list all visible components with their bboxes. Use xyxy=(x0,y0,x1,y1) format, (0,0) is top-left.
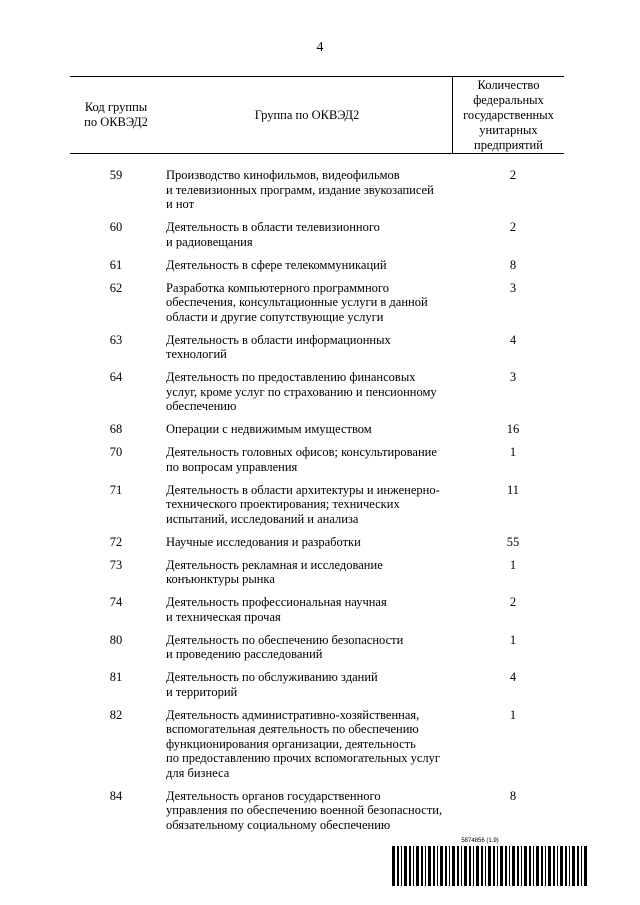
table-row xyxy=(70,445,564,474)
row-count: 3 xyxy=(509,370,517,384)
row-name: Деятельность по обслуживанию зданий и территорий xyxy=(166,670,378,699)
row-count: 2 xyxy=(509,168,517,182)
page-number: 4 xyxy=(316,40,324,55)
row-code: 62 xyxy=(109,280,123,295)
table-body xyxy=(70,168,564,841)
header-group xyxy=(162,77,452,153)
row-name: Производство кинофильмов, видеофильмов и телевизионных программ, издание звукозаписей и нот xyxy=(166,168,434,211)
row-count: 16 xyxy=(506,422,520,436)
row-count: 8 xyxy=(509,257,517,272)
row-code: 80 xyxy=(109,632,123,647)
table-header xyxy=(70,76,564,154)
row-code: 74 xyxy=(109,595,123,609)
table-row xyxy=(70,558,564,587)
row-count: 4 xyxy=(509,332,517,347)
table-row xyxy=(70,708,564,781)
table-row xyxy=(70,333,564,362)
row-name: Деятельность по предоставлению финансовых услуг, кроме услуг по страхованию и пенсионному обеспечению xyxy=(166,370,437,413)
row-name: Деятельность административно-хозяйственная, вспомогательная деятельность по обеспечению функционирования организации, деятельность по предоставлению прочих вспомогательных услуг для бизнеса xyxy=(166,707,441,780)
row-count: 3 xyxy=(509,280,517,295)
row-count: 4 xyxy=(509,670,517,684)
row-code: 73 xyxy=(109,557,123,572)
row-count: 1 xyxy=(509,707,517,722)
header-count xyxy=(452,77,564,153)
header-code xyxy=(70,77,162,153)
row-code: 71 xyxy=(109,482,123,497)
row-count: 2 xyxy=(509,595,517,609)
row-name: Деятельность по обеспечению безопасности и проведению расследований xyxy=(166,632,404,661)
row-count: 1 xyxy=(509,632,517,647)
row-code: 68 xyxy=(109,422,123,436)
header-count-label: Количество федеральных государственных унитарных предприятий xyxy=(463,77,554,152)
table-row xyxy=(70,422,564,437)
row-count: 11 xyxy=(506,482,520,497)
row-code: 82 xyxy=(109,707,123,722)
header-group-label: Группа по ОКВЭД2 xyxy=(254,107,360,122)
row-code: 81 xyxy=(109,670,123,684)
barcode-icon xyxy=(392,846,588,886)
row-code: 72 xyxy=(109,534,123,549)
table-row xyxy=(70,535,564,550)
row-count: 55 xyxy=(506,534,520,549)
row-name: Деятельность в области телевизионного и радиовещания xyxy=(166,220,380,249)
row-name: Научные исследования и разработки xyxy=(166,534,361,549)
table-row xyxy=(70,789,564,833)
row-name: Операции с недвижимым имуществом xyxy=(166,422,372,436)
row-code: 61 xyxy=(109,257,123,272)
header-code-label: Код группы по ОКВЭД2 xyxy=(84,100,148,129)
row-count: 1 xyxy=(509,557,517,572)
row-name: Деятельность рекламная и исследование конъюнктуры рынка xyxy=(166,557,383,586)
table-row xyxy=(70,220,564,249)
row-name: Деятельность в сфере телекоммуникаций xyxy=(166,257,387,272)
row-name: Деятельность в области информационных технологий xyxy=(166,332,391,361)
row-code: 63 xyxy=(109,332,123,347)
row-count: 1 xyxy=(509,445,517,459)
row-code: 70 xyxy=(109,445,123,459)
row-code: 64 xyxy=(109,370,123,384)
barcode-caption: 5874856 (1.9) xyxy=(461,838,499,844)
table-row xyxy=(70,633,564,662)
row-name: Деятельность органов государственного управления по обеспечению военной безопасности, обязательному социальному обеспечению xyxy=(166,788,443,832)
table-row xyxy=(70,370,564,414)
table-row xyxy=(70,595,564,624)
row-name: Разработка компьютерного программного обеспечения, консультационные услуги в данной области и другие сопутствующие услуги xyxy=(166,280,428,324)
table-row xyxy=(70,670,564,699)
row-name: Деятельность головных офисов; консультирование по вопросам управления xyxy=(166,445,437,474)
table-row xyxy=(70,281,564,325)
row-count: 8 xyxy=(509,788,517,803)
row-code: 59 xyxy=(109,168,123,182)
table-row xyxy=(70,258,564,273)
row-count: 2 xyxy=(509,220,517,234)
row-code: 60 xyxy=(109,220,123,234)
row-name: Деятельность в области архитектуры и инженерно- технического проектирования; технических испытаний, исследований и анализа xyxy=(166,482,440,526)
row-code: 84 xyxy=(109,788,123,803)
row-name: Деятельность профессиональная научная и техническая прочая xyxy=(166,595,387,624)
table-row xyxy=(70,483,564,527)
table-row xyxy=(70,168,564,212)
